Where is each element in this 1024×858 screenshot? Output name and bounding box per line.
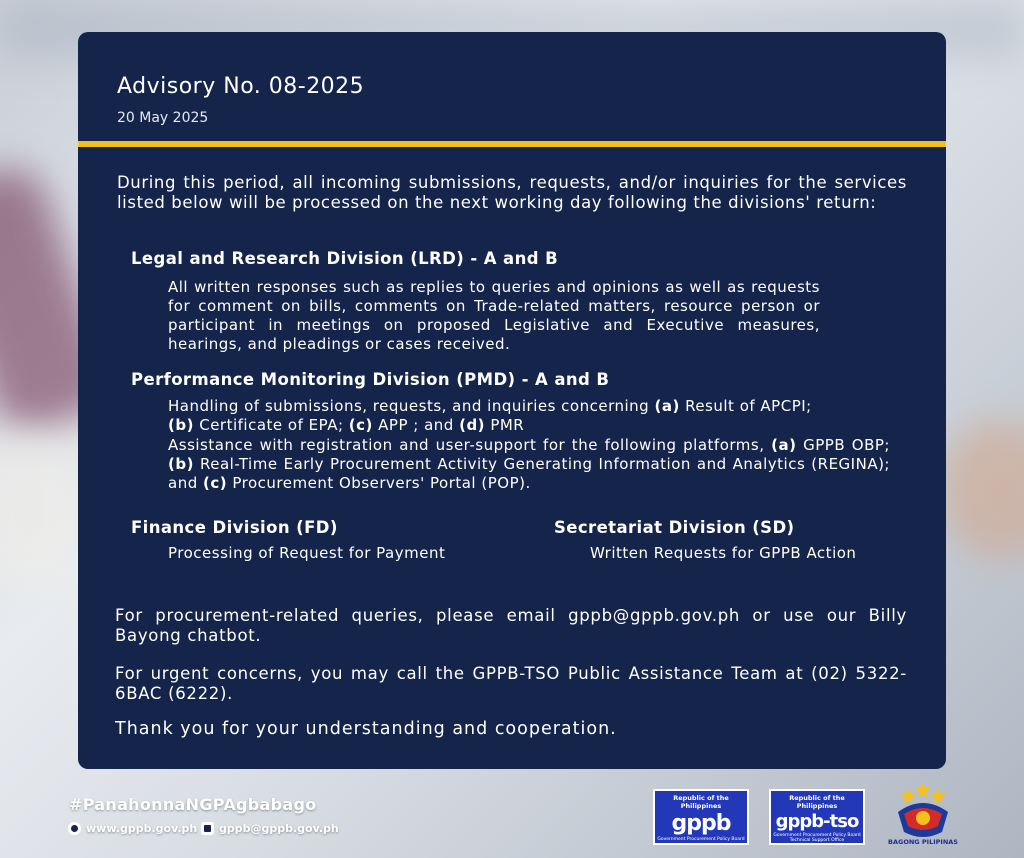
background-blur-paper <box>0 430 90 590</box>
pmd-item-1-part: Handling of submissions, requests, and inquiries concerning <box>168 397 655 415</box>
globe-icon <box>68 822 81 835</box>
pmd-item-1-part: PMR <box>485 416 525 434</box>
advisory-card <box>78 32 946 769</box>
advisory-date: 20 May 2025 <box>117 110 209 126</box>
pmd-item-1-part: Certificate of EPA; <box>193 416 349 434</box>
pmd-item-1 <box>168 397 888 435</box>
pmd-item-1-b: (b) <box>168 416 194 434</box>
email-link[interactable] <box>201 822 339 835</box>
gppb-logo-top: Republic of the Philippines <box>673 794 729 810</box>
pmd-item-2-part: Procurement Observers' Portal (POP). <box>227 474 531 492</box>
pmd-item-1-d: (d) <box>459 416 486 434</box>
website-link[interactable] <box>68 822 197 835</box>
gppb-logo-main: gppb <box>671 811 731 836</box>
pmd-heading: Performance Monitoring Division (PMD) - A and B <box>131 370 610 389</box>
advisory-intro: During this period, all incoming submissions, requests, and/or inquiries for the services listed below will be processed on the next working day following the divisions' return: <box>117 173 907 212</box>
gppb-logo-bottom: Government Procurement Policy Board <box>657 837 745 842</box>
background-blur-hand <box>940 420 1024 560</box>
campaign-hashtag: #PanahonnaNGPAgbabago <box>69 795 317 814</box>
pmd-item-2-part: Real-Time Early Procurement Activity Generating Information and Analytics (REGINA); and <box>168 455 890 492</box>
gppb-tso-logo-main: gppb-tso <box>775 811 859 832</box>
pmd-item-1-c: (c) <box>348 416 373 434</box>
advisory-title: Advisory No. 08-2025 <box>117 74 365 99</box>
pmd-item-1-part: Result of APCPI; <box>679 397 812 415</box>
fd-heading: Finance Division (FD) <box>131 518 338 537</box>
website-text: www.gppb.gov.ph <box>86 822 198 835</box>
email-note: For procurement-related queries, please email gppb@gppb.gov.ph or use our Billy Bayong chatbot. <box>115 606 907 645</box>
sd-text: Written Requests for GPPB Action <box>590 544 857 562</box>
phone-note: For urgent concerns, you may call the GPPB-TSO Public Assistance Team at (02) 5322-6BAC (6222). <box>115 664 907 703</box>
accent-divider <box>78 141 946 147</box>
gppb-tso-logo-top: Republic of the Philippines <box>789 794 845 810</box>
pmd-item-2-b: (b) <box>168 455 194 473</box>
pmd-item-2-part: Assistance with registration and user-support for the following platforms, <box>168 436 772 454</box>
fd-text: Processing of Request for Payment <box>168 544 446 562</box>
pmd-item-1-a: (a) <box>654 397 680 415</box>
email-text: gppb@gppb.gov.ph <box>219 822 339 835</box>
pmd-item-2 <box>168 436 890 493</box>
gppb-tso-logo-bottom: Government Procurement Policy Board Technical Support Office <box>773 833 861 843</box>
gppb-logo <box>653 789 749 845</box>
lrd-heading: Legal and Research Division (LRD) - A and B <box>131 249 559 268</box>
lrd-text: All written responses such as replies to queries and opinions as well as requests for comment on bills, comments on Trade-related matters, resource person or participant in meetings on proposed Legislative and Executive measures, hearings, and pleadings or cases received. <box>168 278 820 353</box>
pmd-item-2-a: (a) <box>771 436 797 454</box>
bagong-pilipinas-label: BAGONG PILIPINAS <box>888 838 958 846</box>
sd-heading: Secretariat Division (SD) <box>554 518 795 537</box>
pmd-item-2-part: GPPB OBP; <box>796 436 890 454</box>
pmd-item-2-c: (c) <box>203 474 228 492</box>
pmd-item-1-part: APP ; and <box>372 416 460 434</box>
mail-icon <box>201 822 214 835</box>
thanks-note: Thank you for your understanding and cooperation. <box>115 719 617 739</box>
gppb-tso-logo <box>769 789 865 845</box>
